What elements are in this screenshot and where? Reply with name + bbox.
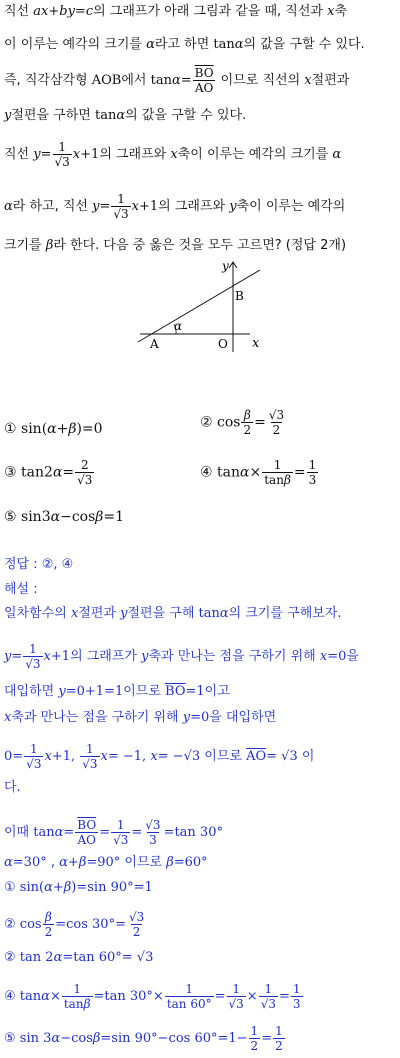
solution-check-2: ② cos $\frac{\beta}{2}$ =cos 30°= $\frac{√3}{2}$ xyxy=(4,910,145,939)
problem-line-6: α라 하고, 직선 y= $\frac{1}{√3}$ x+1의 그래프와 y축이 이루는 예각의 xyxy=(4,192,346,221)
solution-line-3: 대입하면 y=0+1=1이므로 $\overline{BO}=1$이고 xyxy=(4,684,230,699)
problem-line-3: 즉, 직각삼각형 AOB에서 tanα= $\frac{\overline{BO}}{AO}$ 이므로 직선의 x절편과 xyxy=(4,66,350,95)
point-A: A xyxy=(150,337,159,351)
option-2: ② cos $\frac{\beta}{2}$ = $\frac{√3}{2}$ xyxy=(200,408,285,437)
solution-line-6: 다. xyxy=(4,780,21,795)
problem-line-1: 직선 ax+by=c의 그래프가 아래 그림과 같을 때, 직선과 x축 xyxy=(4,4,348,19)
problem-line-2: 이 이루는 예각의 크기를 α라고 하면 tanα의 값을 구할 수 있다. xyxy=(4,37,365,52)
solution-check-5: ⑤ sin 3α−cosβ=sin 90°−cos 60°=1− $\frac{1}{2}$ = $\frac{1}{2}$ xyxy=(4,1024,283,1053)
solution-line-7: 이때 tanα= $\frac{\overline{BO}}{AO}$ = $\frac{1}{√3}$ = $\frac{√3}{3}$ =tan 30° xyxy=(4,818,223,847)
solution-check-1: ① sin(α+β)=sin 90°=1 xyxy=(4,880,153,895)
point-B: B xyxy=(235,289,244,303)
option-4: ④ tanα× $\frac{1}{\tan\beta}$ = $\frac{1}{3}$ xyxy=(200,458,317,487)
angle-alpha: α xyxy=(174,319,183,333)
option-3: ③ tan2α= $\frac{2}{√3}$ xyxy=(4,458,93,487)
solution-line-4: x축과 만나는 점을 구하기 위해 y=0을 대입하면 xyxy=(4,710,277,725)
axis-label-x: x xyxy=(252,336,260,351)
problem-line-5: 직선 y= $\frac{1}{√3}$ x+1의 그래프와 x축이 이루는 예각의 크기를 α xyxy=(4,140,342,169)
axis-label-y: y xyxy=(222,259,229,273)
line-graph xyxy=(138,270,260,342)
solution-line-5: 0= $\frac{1}{√3}$ x+1, $\frac{1}{√3}$ x= −1, x= −√3 이므로 $\overline{AO}= √3$ 이 xyxy=(4,742,315,771)
solution-check-4: ④ tanα× $\frac{1}{\tan\beta}$ =tan 30°× $\frac{1}{\tan 60^\circ}$ = $\frac{1}{√3}$ × $\frac{1}{√3}$ = $\frac{1}{3}$ xyxy=(4,982,301,1011)
problem-line-4: y절편을 구하면 tanα의 값을 구할 수 있다. xyxy=(4,108,247,123)
solution-line-2: y= $\frac{1}{√3}$ x+1의 그래프가 y축과 만나는 점을 구하기 위해 x=0을 xyxy=(4,642,359,671)
option-5: ⑤ sin3α−cosβ=1 xyxy=(4,509,125,525)
solution-check-3: ② tan 2α=tan 60°= √3 xyxy=(4,950,154,965)
option-1: ① sin(α+β)=0 xyxy=(4,421,103,437)
point-O: O xyxy=(218,337,228,351)
solution-line-1: 일차함수의 x절편과 y절편을 구해 tanα의 크기를 구해보자. xyxy=(4,606,342,621)
answer-label: 정답 : ②, ④ xyxy=(4,557,74,572)
problem-line-7: 크기를 β라 한다. 다음 중 옳은 것을 모두 고르면? (정답 2개) xyxy=(4,238,347,253)
solution-line-8: α=30° , α+β=90° 이므로 β=60° xyxy=(4,855,208,870)
coordinate-figure xyxy=(130,256,270,356)
explanation-label: 해설 : xyxy=(4,582,38,597)
